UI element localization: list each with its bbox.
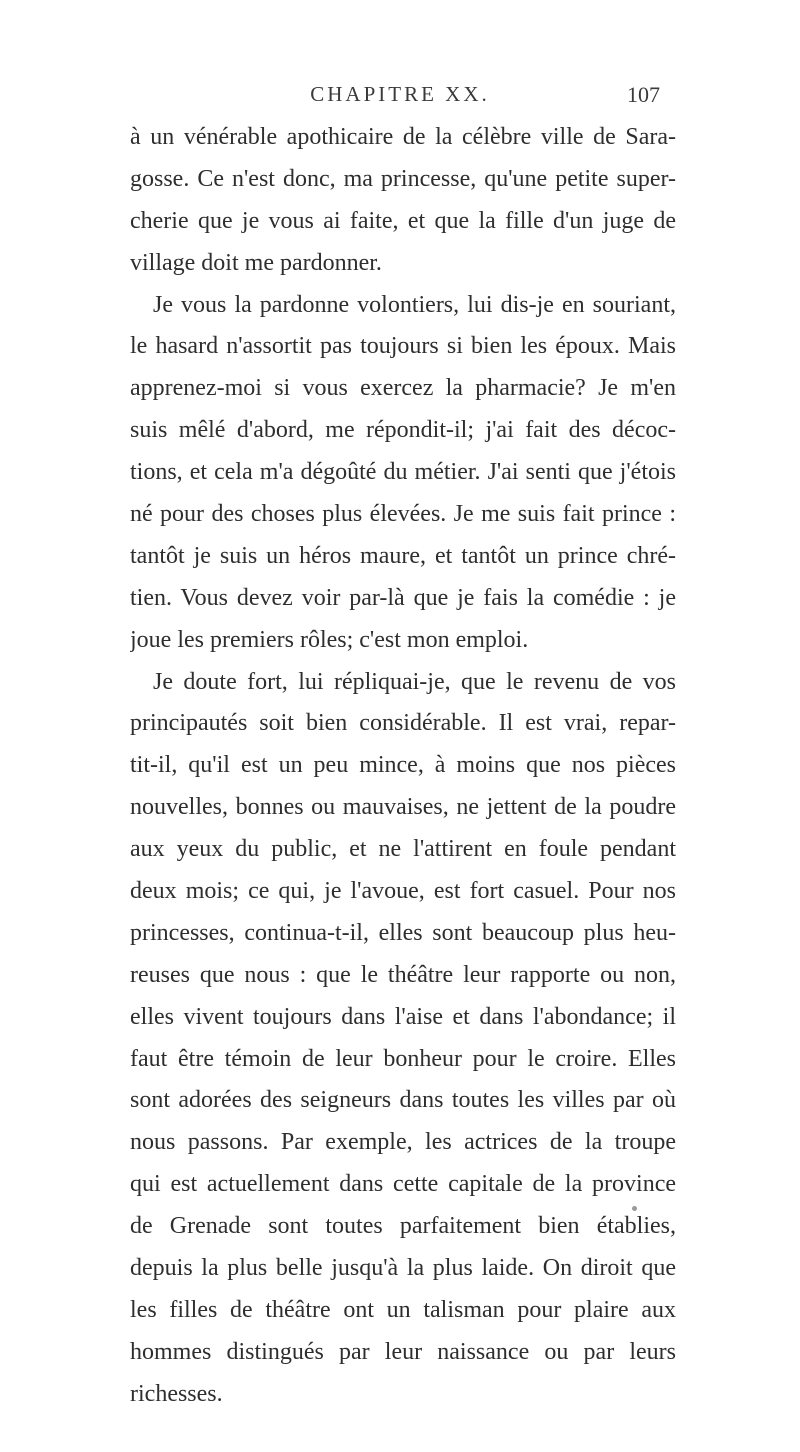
text-line: tien. Vous devez voir par-là que je fais la comédie : je [130, 584, 676, 611]
text-line: né pour des choses plus élevées. Je me suis fait prince : [130, 501, 676, 528]
text-line: reuses que nous : que le théâtre leur rapporte ou non, [130, 961, 676, 988]
text-line: nous passons. Par exemple, les actrices de la troupe [130, 1129, 676, 1156]
page-number: 107 [627, 82, 660, 107]
text-line: à un vénérable apothicaire de la célèbre ville de Sara- [130, 124, 676, 150]
text-line: tions, et cela m'a dégoûté du métier. J'ai senti que j'étois [130, 459, 676, 486]
text-line: depuis la plus belle jusqu'à la plus laide. On diroit que [130, 1255, 676, 1282]
text-line: tantôt je suis un héros maure, et tantôt un prince chré- [130, 542, 676, 569]
text-line: gosse. Ce n'est donc, ma princesse, qu'une petite super- [130, 165, 676, 192]
text-line: faut être témoin de leur bonheur pour le croire. Elles [130, 1045, 676, 1072]
text-line: elles vivent toujours dans l'aise et dans l'abondance; il [130, 1003, 676, 1030]
paragraph-start-line: Je doute fort, lui répliquai-je, que le revenu de vos [153, 668, 676, 695]
text-line: village doit me pardonner. [130, 249, 382, 276]
text-line: hommes distingués par leur naissance ou par leurs [130, 1338, 676, 1365]
text-line: suis mêlé d'abord, me répondit-il; j'ai fait des décoc- [130, 417, 676, 444]
ink-speck [632, 1206, 637, 1211]
text-line: le hasard n'assortit pas toujours si bien les époux. Mais [130, 333, 676, 360]
text-line: princesses, continua-t-il, elles sont beaucoup plus heu- [130, 919, 676, 946]
body-text [130, 117, 676, 1416]
running-head [0, 82, 800, 118]
chapter-title: CHAPITRE XX. [310, 82, 490, 106]
text-line: aux yeux du public, et ne l'attirent en foule pendant [130, 836, 676, 863]
text-line: richesses. [130, 1380, 223, 1407]
text-line: apprenez-moi si vous exercez la pharmacie? Je m'en [130, 375, 676, 402]
text-line: nouvelles, bonnes ou mauvaises, ne jettent de la poudre [130, 794, 676, 821]
paragraph-start-line: Je vous la pardonne volontiers, lui dis-je en souriant, [153, 291, 676, 318]
text-line: deux mois; ce qui, je l'avoue, est fort casuel. Pour nos [130, 878, 676, 905]
text-line: joue les premiers rôles; c'est mon emploi. [130, 626, 529, 653]
text-line: cherie que je vous ai faite, et que la fille d'un juge de [130, 207, 676, 234]
text-line: sont adorées des seigneurs dans toutes les villes par où [130, 1087, 676, 1114]
text-line: tit-il, qu'il est un peu mince, à moins que nos pièces [130, 752, 676, 779]
text-line: principautés soit bien considérable. Il est vrai, repar- [130, 710, 676, 737]
text-line: qui est actuellement dans cette capitale de la province [130, 1171, 676, 1198]
text-line: de Grenade sont toutes parfaitement bien établies, [130, 1213, 676, 1240]
text-line: les filles de théâtre ont un talisman pour plaire aux [130, 1296, 676, 1323]
